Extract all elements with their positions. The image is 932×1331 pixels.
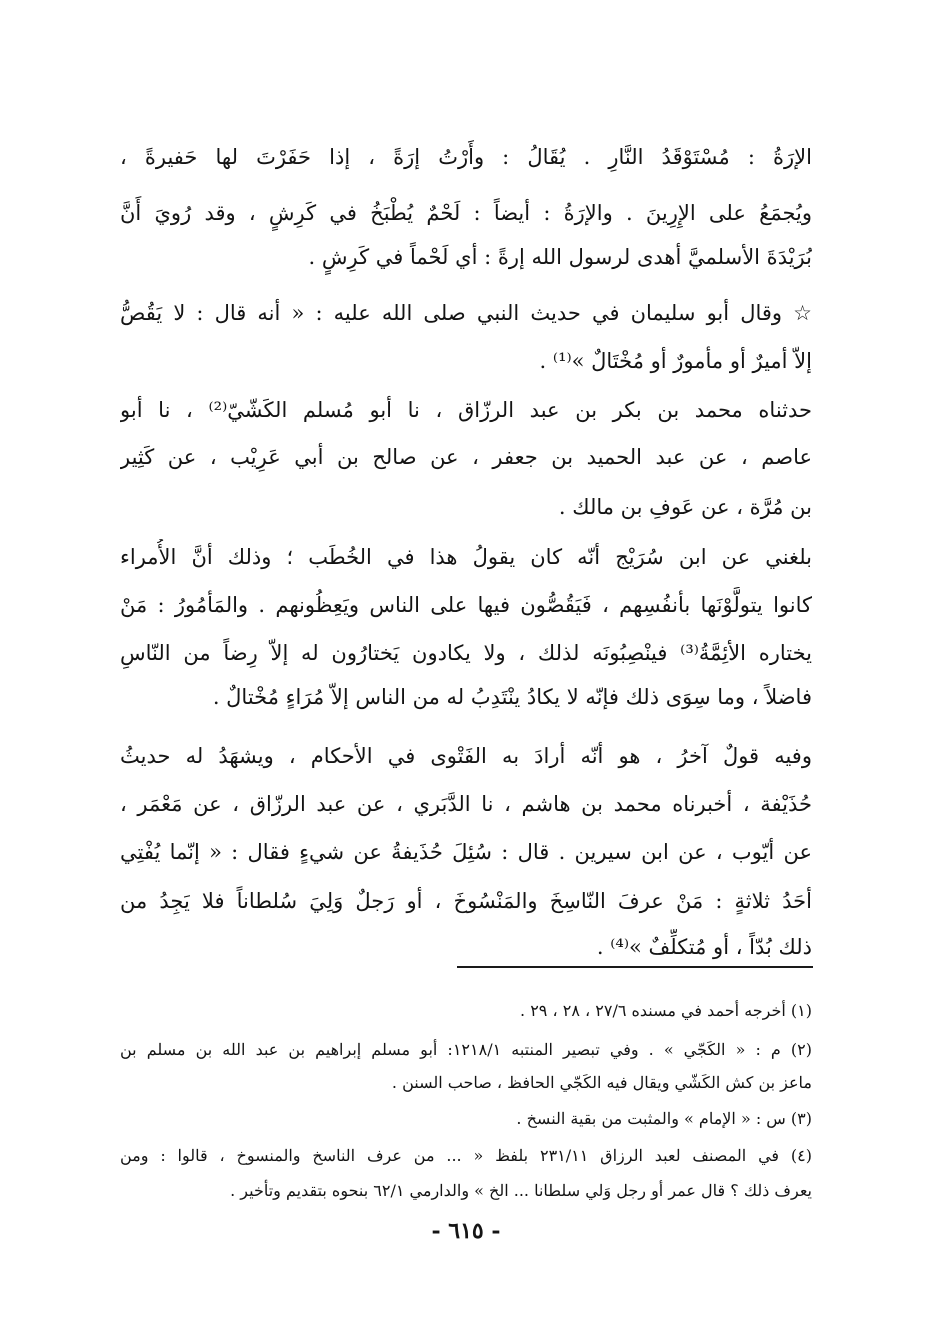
body-text-line: عاصم ، عن عبد الحميد بن جعفر ، عن صالح بن أبي عَرِيْب ، عن كَثِير (120, 445, 812, 469)
footnote-separator (457, 966, 813, 968)
footnote-2-continuation: ماعز بن كش الكَشّي ويقال فيه الكَجّي الحافظ ، صاحب السنن . (391, 1073, 812, 1092)
body-text-line: يختاره الأئِمَّةُ⁽³⁾ فينْصِبُونَه لذلك ، ولا يكادون يَختارُون له إلاّ رِضاً من النّاسِ (120, 641, 812, 665)
footnote-4: (٤) في المصنف لعبد الرزاق ٢٣١/١١ بلفظ « ... من عرف الناسخ والمنسوخ ، قالوا : ومن (120, 1146, 812, 1165)
body-text-line: إلاّ أميرٌ أو مأمورٌ أو مُخْتَالٌ »⁽¹⁾ . (539, 349, 812, 373)
body-text-line: فاضلاً ، وما سِوَى ذلك فإنّه لا يكادُ ينْتَدِبُ له من الناس إلاّ مُرَاءٍ مُخْتالٌ . (212, 685, 812, 709)
body-text-line: الإرَةُ : مُسْتَوْقَدُ النَّارِ . يُقَالُ : وأَرْتُ إرَةً ، إذا حَفَرْتَ لها حَفيرةً ، (120, 145, 812, 169)
body-text-line: ☆ وقال أبو سليمان في حديث النبي صلى الله عليه : « أنه قال : لا يَقُصُّ (120, 301, 812, 325)
body-text-line: ذلك بُدّاً ، أو مُتكلِّفٌ »⁽⁴⁾ . (596, 935, 812, 959)
body-text-line: بلغني عن ابن سُرَيْج أنّه كان يقولُ هذا في الخُطَب ؛ وذلك أنَّ الأُمراء (120, 545, 812, 569)
body-text-line: ويُجمَعُ على الإِرِينَ . والإرَةُ : أيضاً : لَحْمٌ يُطْبَخُ في كَرِشٍ ، وقد رُويَ أَنَّ (120, 201, 812, 225)
footnote-3: (٣) س : « الإمام » والمثبت من بقية النسخ . (516, 1109, 812, 1128)
body-text-line: بُرَيْدَةَ الأسلميَّ أهدى لرسول الله إرةً : أي لَحْماً في كَرِشٍ . (308, 245, 812, 269)
body-text-line: كانوا يتولَّوْنَها بأنفُسِهم ، فَيَقُصُّون فيها على الناس ويَعِظُونهم . والمَأمُورُ : مَنْ (120, 593, 812, 617)
body-text-line: حُذَيْفة ، أخبرناه محمد بن هاشم ، نا الدَّبَري ، عن عبد الرزّاق ، عن مَعْمَر ، (120, 792, 812, 816)
body-text-line: حدثناه محمد بن بكر بن عبد الرزّاق ، نا أبو مُسلم الكَشّيّ⁽²⁾ ، نا أبو (120, 398, 812, 422)
body-text-line: وفيه قولٌ آخرُ ، هو أنّه أرادَ به الفَتْوى في الأحكام ، ويشهَدُ له حديثُ (120, 744, 812, 768)
body-text-line: أحَدُ ثلاثةٍ : مَنْ عرفَ النّاسِخَ والمَنْسُوخَ ، أو رَجلٌ وَلِيَ سُلطاناً فلا يَجِدُ من (120, 889, 812, 913)
page-number: - ٦١٥ - (431, 1218, 501, 1244)
footnote-1: (١) أخرجه أحمد في مسنده ٢٧/٦ ، ٢٨ ، ٢٩ . (520, 1001, 812, 1020)
body-text-line: بن مُرَّة ، عن عَوفِ بن مالك . (558, 495, 812, 519)
footnote-4-continuation: يعرف ذلك ؟ قال عمر أو رجل وَلي سلطانا ... الخ » والدارمي ٦٢/١ بنحوه بتقديم وتأخير . (230, 1181, 812, 1200)
footnote-2: (٢) م : « الكَجّي » . وفي تبصير المنتبه ١٢١٨/١: أبو مسلم إبراهيم بن عبد الله بن مسلم بن (120, 1040, 812, 1059)
body-text-line: عن أيّوب ، عن ابن سيرين . قال : سُئِلَ حُذَيفةُ عن شيءٍ فقال : « إنّما يُفْتِي (120, 840, 812, 864)
